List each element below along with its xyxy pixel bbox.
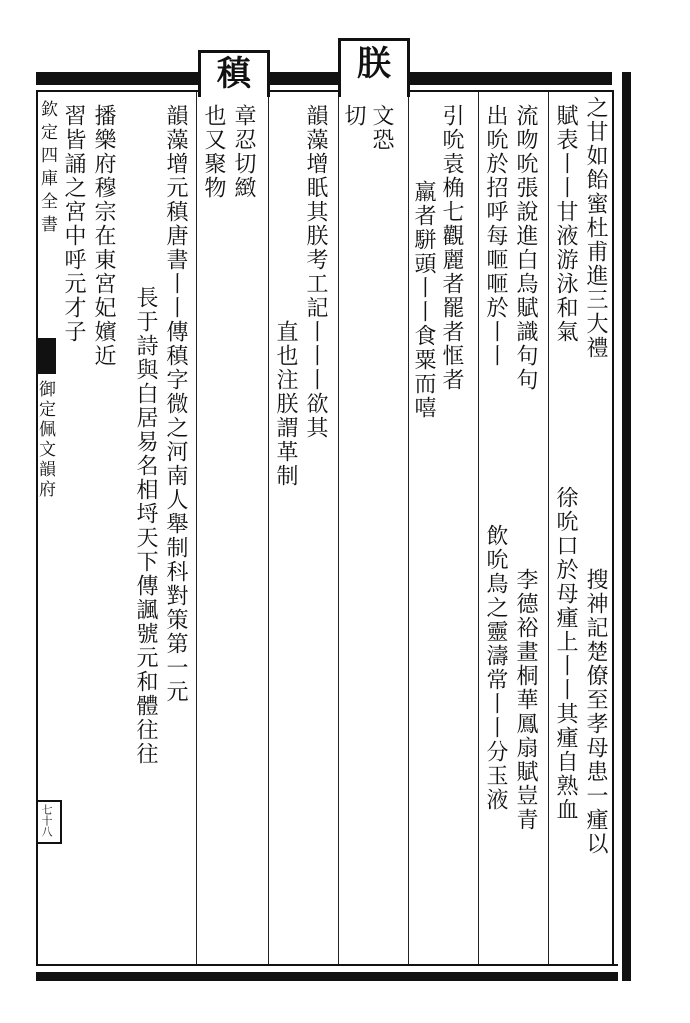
text-column: 之甘如飴蜜杜甫進三大禮 — [583, 96, 608, 360]
text-column: 引吮袁桷七觀麗者罷者恇者 — [439, 104, 464, 392]
text-column: 流吻吮張說進白烏賦識句句 — [513, 104, 538, 392]
frame-bottom-border — [36, 972, 618, 981]
text-column: 徐吮口於母瘇上丨丨其瘇自熟血 — [553, 486, 578, 822]
text-column: 長于詩與白居易名相埒天下傳諷號元和體往往 — [133, 286, 158, 766]
page-number: 七十八 — [40, 804, 53, 837]
column-rule — [196, 92, 197, 964]
heading-character: 朕 — [357, 44, 391, 84]
heading-note: 文恐 — [369, 104, 394, 152]
text-column: 韻藻增元稹唐書丨丨傳稹字微之河南人舉制科對策第一元 — [163, 104, 188, 704]
heading-box-zhen2 — [198, 50, 270, 97]
text-column: 韻藻增眂其朕考工記丨丨丨欲其 — [303, 104, 328, 440]
text-column: 直也注朕謂革制 — [273, 320, 298, 488]
column-rule — [338, 92, 339, 964]
heading-character: 稹 — [217, 54, 251, 94]
text-column: 李德裕畫桐華鳳扇賦豈青 — [513, 568, 538, 832]
heading-note-sub: 也又聚物 — [201, 104, 226, 200]
column-rule — [478, 92, 479, 964]
frame-bottom-inner-line — [36, 964, 618, 966]
frame-right-inner-line — [612, 90, 614, 966]
frame-top-border — [36, 72, 612, 85]
frame-right-border — [622, 72, 631, 981]
column-rule — [268, 92, 269, 964]
margin-book-title: 御定佩文韻府 — [35, 380, 55, 500]
text-column: 賦表丨丨甘液游泳和氣 — [553, 104, 578, 344]
margin-collection-title: 欽定四庫全書 — [37, 100, 57, 238]
text-column: 搜神記楚僚至孝母患一瘇以 — [583, 568, 608, 856]
heading-note-sub: 切 — [341, 104, 366, 128]
heading-box-zhen — [338, 38, 410, 97]
column-rule — [408, 92, 409, 964]
margin-fishtail-mark — [36, 338, 56, 374]
heading-note: 章忍切緻 — [231, 104, 256, 200]
text-column: 播樂府穆宗在東宮妃嬪近 — [91, 104, 116, 368]
text-column: 羸者駢頭丨丨食粟而嘻 — [411, 180, 436, 420]
frame-top-inner-line — [36, 90, 612, 92]
column-rule — [548, 92, 549, 964]
text-column: 習皆誦之宮中呼元才子 — [61, 104, 86, 344]
text-column: 出吮於招呼每咂咂於丨丨 — [483, 104, 508, 368]
text-column: 飲吮鳥之靈濤常丨丨分玉液 — [483, 524, 508, 812]
